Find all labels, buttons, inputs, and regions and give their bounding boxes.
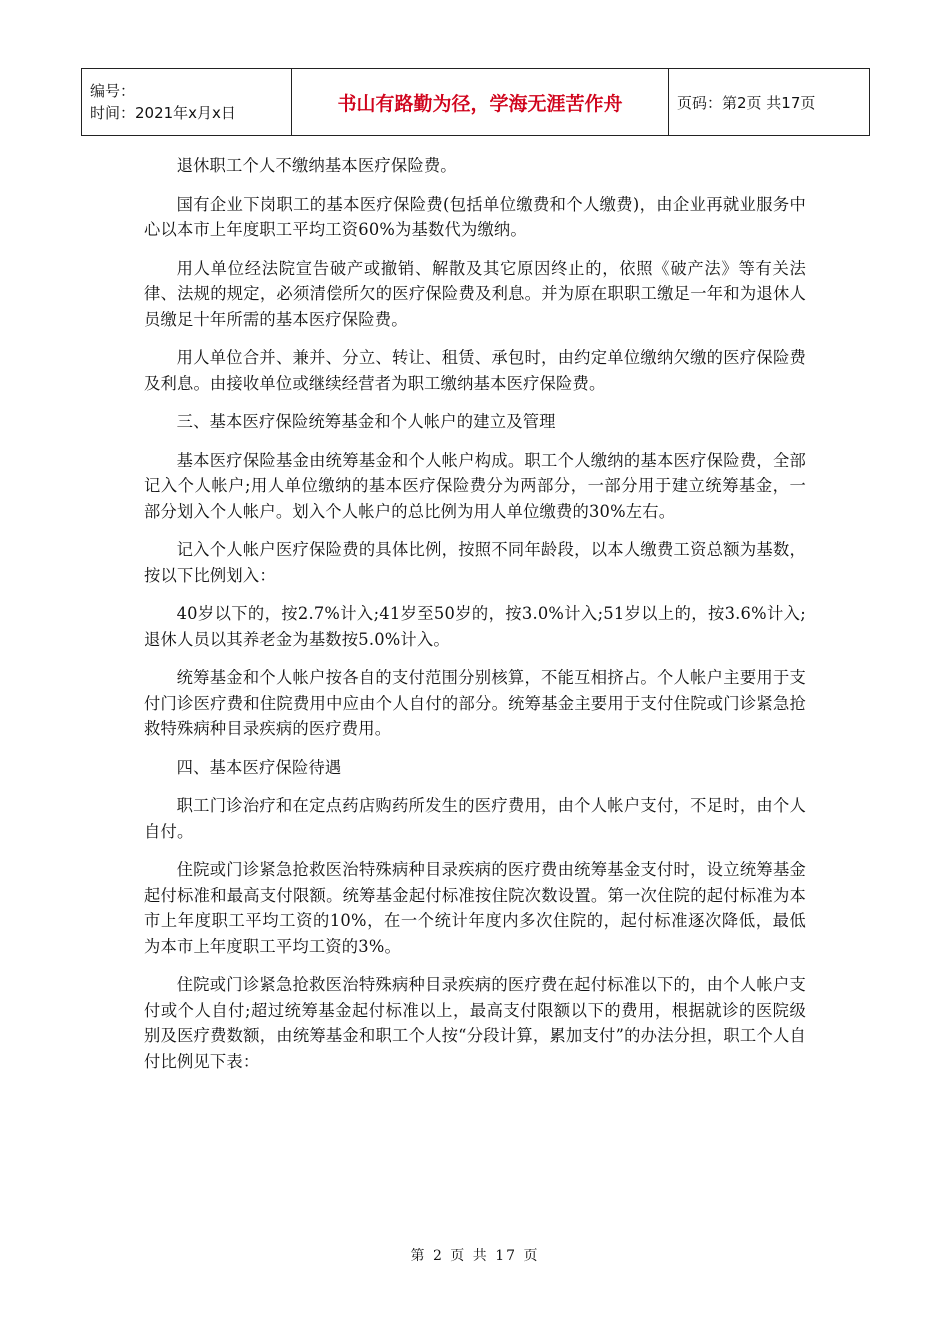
paragraph: 住院或门诊紧急抢救医治特殊病种目录疾病的医疗费在起付标准以下的，由个人帐户支付或个人自付;超过统筹基金起付标准以上，最高支付限额以下的费用，根据就诊的医院级别及医疗费数额，由统筹基金和职工个人按“分段计算，累加支付”的办法分担，职工个人自付比例见下表：	[144, 975, 806, 1071]
header-meta-cell	[82, 69, 292, 136]
paragraph: 职工门诊治疗和在定点药店购药所发生的医疗费用，由个人帐户支付，不足时，由个人自付。	[144, 796, 806, 841]
paragraph: 用人单位合并、兼并、分立、转让、租赁、承包时，由约定单位缴纳欠缴的医疗保险费及利息。由接收单位或继续经营者为职工缴纳基本医疗保险费。	[144, 348, 806, 393]
paragraph: 统筹基金和个人帐户按各自的支付范围分别核算，不能互相挤占。个人帐户主要用于支付门诊医疗费和住院费用中应由个人自付的部分。统筹基金主要用于支付住院或门诊紧急抢救特殊病种目录疾病的医疗费用。	[144, 668, 806, 738]
document-body	[144, 153, 806, 1087]
document-number-label: 编号：	[90, 82, 136, 100]
header-motto: 书山有路勤为径，学海无涯苦作舟	[292, 69, 669, 136]
document-header	[81, 68, 870, 136]
paragraph: 40岁以下的，按2.7%计入;41岁至50岁的，按3.0%计入;51岁以上的，按3.6%计入;退休人员以其养老金为基数按5.0%计入。	[144, 604, 806, 649]
paragraph: 住院或门诊紧急抢救医治特殊病种目录疾病的医疗费由统筹基金支付时，设立统筹基金起付标准和最高支付限额。统筹基金起付标准按住院次数设置。第一次住院的起付标准为本市上年度职工平均工资的10%，在一个统计年度内多次住院的，起付标准逐次降低，最低为本市上年度职工平均工资的3%。	[144, 860, 806, 956]
paragraph: 记入个人帐户医疗保险费的具体比例，按照不同年龄段，以本人缴费工资总额为基数，按以下比例划入：	[144, 540, 806, 585]
paragraph: 基本医疗保险基金由统筹基金和个人帐户构成。职工个人缴纳的基本医疗保险费，全部记入个人帐户;用人单位缴纳的基本医疗保险费分为两部分，一部分用于建立统筹基金，一部分划入个人帐户。划入个人帐户的总比例为用人单位缴费的30%左右。	[144, 450, 806, 521]
section-heading: 四、基本医疗保险待遇	[176, 757, 342, 777]
paragraph: 用人单位经法院宣告破产或撤销、解散及其它原因终止的，依照《破产法》等有关法律、法规的规定，必须清偿所欠的医疗保险费及利息。并为原在职职工缴足一年和为退休人员缴足十年所需的基本医疗保险费。	[144, 258, 806, 329]
paragraph: 退休职工个人不缴纳基本医疗保险费。	[176, 156, 457, 175]
header-page-label: 页码：第2页 共17页	[669, 69, 870, 136]
page-footer: 第 2 页 共 17 页	[410, 1248, 540, 1264]
section-heading: 三、基本医疗保险统筹基金和个人帐户的建立及管理	[176, 412, 556, 431]
paragraph: 国有企业下岗职工的基本医疗保险费(包括单位缴费和个人缴费)，由企业再就业服务中心以本市上年度职工平均工资60%为基数代为缴纳。	[144, 194, 806, 239]
document-time-label: 时间：2021年x月x日	[90, 104, 236, 122]
